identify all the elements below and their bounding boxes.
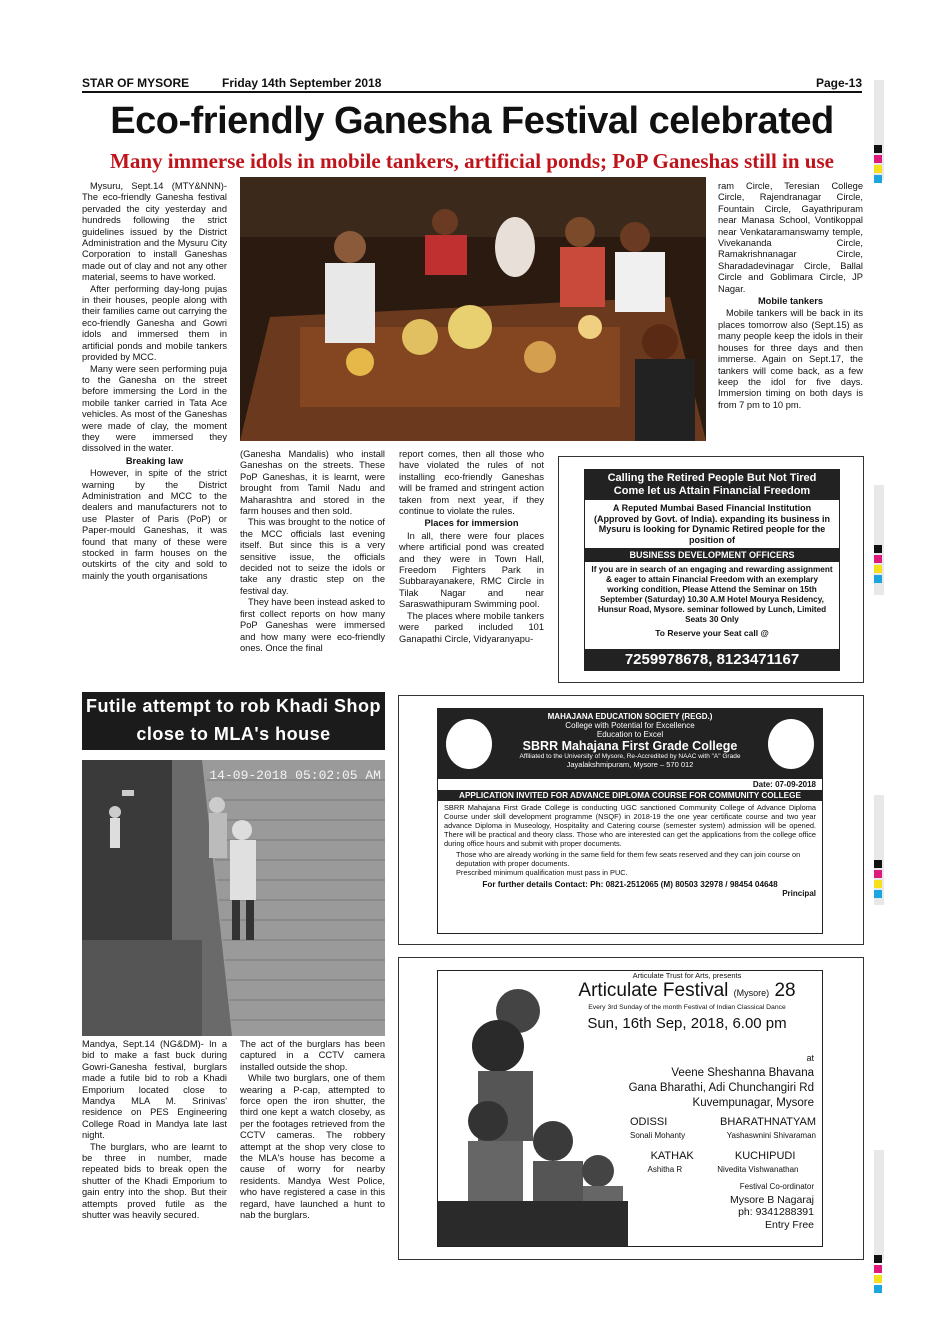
festival-venue-3: Kuvempunagar, Mysore (692, 1097, 814, 1109)
subheading-places: Places for immersion (424, 518, 519, 529)
paragraph: Mobile tankers will be back in its places tomorrow also (Sept.15) as many people keep the idols in their houses for three days and then immerse. Again on Sept.17, the tankers will come back, as a few keep the idol for five days. Immersion timing on both days is from 7 pm to 10 pm. (718, 308, 863, 410)
paragraph: After performing day-long pujas in their houses, people along with their families came out carrying the eco-friendly Ganesha and Gowri idols and immersed them in artificial ponds and mobile tankers provided by MCC. (82, 283, 227, 363)
paragraph: Mandya, Sept.14 (NG&DM)- In a bid to make a fast buck during Gowri-Ganesha festival, burglars made a futile bid to rob a Khadi Emporium located close to Mandya MLA M. Srinivas' residence on PES Engineering College Road in Mandya late last night. (82, 1039, 227, 1141)
color-registration-marks-4 (874, 1255, 882, 1295)
main-story-column-2 (240, 449, 385, 654)
festival-datetime: Sun, 16th Sep, 2018, 6.00 pm (587, 1015, 787, 1032)
college-bullet-1: Those who are already working in the same field for them few seats reserved and they can join course on deputation with proper documents. (456, 850, 801, 868)
festival-presenter: Articulate Trust for Arts, presents (632, 971, 742, 980)
ad-phone-numbers: 7259978678, 8123471167 (585, 649, 839, 670)
artist-4: Nivedita Vishwanathan (717, 1165, 799, 1174)
paragraph: Many were seen performing puja to the Ganesha on the street before immersing the Lord in the mobile tanker carried in Tata Ace vehicles. As most of the Ganeshas were made of clay, the moment they were immersed they dissolved in the water. (82, 363, 227, 454)
festival-venue-2: Gana Bharathi, Adi Chunchangiri Rd (628, 1082, 814, 1094)
color-registration-marks-1 (874, 145, 882, 185)
khadi-column-1 (82, 1039, 227, 1222)
ad-body-2: If you are in search of an engaging and rewarding assignment & eager to attain Financial Freedom with an exemplary working condition, Please Attend the Seminar on 15th September (Saturday) 10.30 A.M Hotel Mourya Residency, Hunsur Road, Mysore. seminar followed by Lunch, Limited Seats 30 Only (591, 565, 833, 624)
paragraph: (Ganesha Mandalis) who install Ganeshas on the streets. These PoP Ganeshas, it is learnt, were brought from Tamil Nadu and Maharashtra and stored in the farm houses and then sold. (240, 449, 385, 517)
college-logo-right (768, 719, 814, 769)
college-address: Jayalakshmipuram, Mysore – 570 012 (566, 760, 694, 769)
paragraph: While two burglars, one of them wearing a P-cap, attempted to force open the iron shutter, the third one kept a watch closeby, as per the footages retrieved from the CCTV cameras. The robbery attempt at the shop very close to the MLA's house has become a cause of worry for nearby residents. Mandya West Police, who have registered a case in this regard, have launched a hunt to nab the burglars. (240, 1073, 385, 1221)
festival-at: at (806, 1053, 814, 1063)
paragraph: report comes, then all those who have violated the rules of not installing eco-friendly Ganeshas will be framed and stringent action taken from next year, if they continue to violate the rules. (399, 449, 544, 517)
festival-edition: 28 (774, 980, 796, 1001)
style-kathak: KATHAK (650, 1150, 694, 1162)
paragraph: This was brought to the notice of the MCC officials last evening itself. But since this is a very sensitive issue, the officials decided not to seize the idols or take any drastic step on the festival day. (240, 517, 385, 596)
paragraph: The burglars, who are learnt to be three in number, made repeated bids to break open the shutter of the Khadi Emporium to gain entry into the shop. But their attempts proved futile as the shutter was heavily secured. (82, 1141, 227, 1221)
artist-2: Yashaswnini Shivaraman (726, 1131, 816, 1140)
header-rule (82, 91, 862, 93)
festival-city: (Mysore) (733, 988, 770, 998)
college-ad (398, 695, 864, 945)
festival-venue-1: Veene Sheshanna Bhavana (671, 1067, 814, 1079)
paragraph: The places where mobile tankers were parked included 101 Ganapathi Circle, Vidyaranyapu- (399, 610, 544, 644)
artist-1: Sonali Mohanty (630, 1131, 686, 1140)
college-logo-left (446, 719, 492, 769)
paragraph: In all, there were four places where artificial pond was created and they were in Town Hall, Freedom Fighters Park in Subbarayanakere, RMC Circle in Tilak Nagar and near Saraswathipuram Swimming pool. (399, 530, 544, 610)
college-society: MAHAJANA EDUCATION SOCIETY (REGD.) (547, 712, 713, 721)
side-strip-4 (874, 1150, 884, 1260)
college-principal: Principal (782, 889, 816, 898)
retired-people-ad (558, 456, 864, 683)
coordinator-name: Mysore B Nagaraj (729, 1193, 814, 1206)
paragraph: The act of the burglars has been captured in a CCTV camera installed outside the shop. (240, 1039, 385, 1072)
festival-immersion-photo (240, 177, 706, 441)
paragraph: Mysuru, Sept.14 (MTY&NNN)- The eco-friendly Ganesha festival pervaded the city yesterday and hundreds following the strict guidelines issued by the District Administration and the Mysuru City Corporation to install Ganeshas made out of clay and not any other material, seems to have worked. (82, 181, 227, 283)
college-body: SBRR Mahajana First Grade College is conducting UGC sanctioned Community College of Advance Diploma Course under skill development programme (NSQF) in 2018-19 the one year certificate course and two year advance Diploma in Museology, Hospitality and Catering course (semester system) admission will be opened. There will be practical and theory class. Those who are interested can get the applications from the college office during office hours and submit with proper documents. (444, 803, 816, 848)
college-name: SBRR Mahajana First Grade College (522, 739, 738, 753)
style-bharathnatyam: BHARATHNATYAM (720, 1116, 816, 1128)
college-banner: APPLICATION INVITED FOR ADVANCE DIPLOMA COURSE FOR COMMUNITY COLLEGE (438, 790, 822, 801)
subheading-mobile-tankers: Mobile tankers (757, 296, 824, 307)
coordinator-label: Festival Co-ordinator (739, 1182, 814, 1191)
subheading-breaking-law: Breaking law (125, 455, 184, 466)
ad-body-1: A Reputed Mumbai Based Financial Institution (Approved by Govt. of India). expanding its business in Mysuru is looking for Dynamic Retired people for the position of (593, 503, 831, 545)
style-odissi: ODISSI (630, 1116, 668, 1128)
khadi-headline-line-1: Futile attempt to rob Khadi Shop (86, 696, 381, 716)
ad-title-1: Calling the Retired People But Not Tired (607, 472, 817, 484)
festival-tagline: Every 3rd Sunday of the month Festival of Indian Classical Dance (588, 1004, 786, 1011)
cctv-photo (82, 760, 385, 1036)
khadi-headline-line-2: close to MLA's house (136, 724, 331, 744)
paragraph: ram Circle, Teresian College Circle, Rajendranagar Circle, Fountain Circle, Gayathripuram near Manasa School, Vontikoppal near Venkataramanswamy temple, Vivekananda Circle, Ramakrishnanagar Circle, Sharadadevinagar Circle, Ballal Circle and Goblimara Circle, JP Nagar. (718, 181, 863, 294)
color-registration-marks-2 (874, 545, 882, 585)
college-bullet-2: Prescribed minimum qualification must pass in PUC. (456, 868, 628, 877)
college-contact: For further details Contact: Ph: 0821-2512065 (M) 80503 32978 / 98454 04648 (482, 880, 778, 889)
main-subheadline: Many immerse idols in mobile tankers, artificial ponds; PoP Ganeshas still in use (110, 149, 834, 173)
artist-3: Ashitha R (647, 1165, 683, 1174)
college-tagline-1: College with Potential for Excellence (565, 721, 695, 730)
college-affiliation: Affiliated to the University of Mysore, Re-Accredited by NAAC with "A" Grade (519, 753, 741, 760)
ad-title-2: Come let us Attain Financial Freedom (613, 485, 811, 497)
main-headline: Eco-friendly Ganesha Festival celebrated (110, 100, 834, 142)
khadi-headline-box (82, 692, 385, 750)
main-story-column-4 (718, 181, 863, 411)
ad-reserve: To Reserve your Seat call @ (655, 628, 769, 638)
paragraph: However, in spite of the strict warning by the District Administration and MCC to the dealers and manufacturers not to use Plaster of Paris (PoP) or Paper-mould Ganeshas, it was found that many of these were stocked in farm houses on the outskirts of the city and sold to mainly the youth organisations (82, 468, 227, 581)
articulate-festival-ad (398, 957, 864, 1260)
page-number: Page-13 (815, 76, 862, 90)
issue-date: Friday 14th September 2018 (222, 76, 382, 90)
ad-position: BUSINESS DEVELOPMENT OFFICERS (585, 548, 839, 562)
college-tagline-2: Education to Excel (596, 730, 664, 739)
color-registration-marks-3 (874, 860, 882, 900)
paragraph: They have been instead asked to first collect reports on how many PoP Ganeshas were immersed and how many were eco-friendly ones. Once the final (240, 597, 385, 653)
paper-name: STAR OF MYSORE (82, 76, 190, 90)
festival-title: Articulate Festival (578, 980, 729, 1001)
college-date: Date: 07-09-2018 (752, 780, 816, 789)
festival-phone: ph: 9341288391 (738, 1206, 814, 1218)
main-story-column-1 (82, 181, 227, 582)
main-story-column-3 (399, 449, 544, 645)
style-kuchipudi: KUCHIPUDI (734, 1150, 796, 1162)
khadi-column-2 (240, 1039, 385, 1222)
cctv-timestamp: 14-09-2018 05:02:05 AM (209, 768, 381, 783)
festival-entry: Entry Free (764, 1218, 814, 1231)
